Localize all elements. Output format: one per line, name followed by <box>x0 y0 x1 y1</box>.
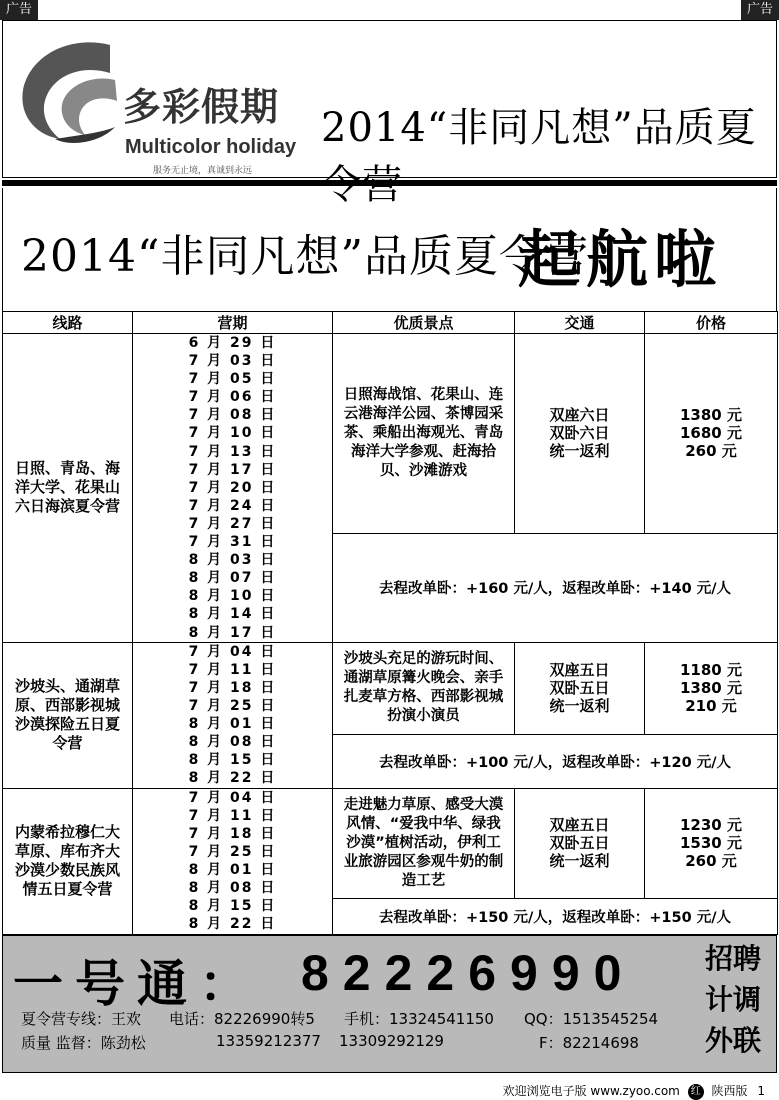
route-change-fee: 去程改单卧：+150 元/人，返程改单卧：+150 元/人 <box>333 898 778 934</box>
column-header-spots: 优质景点 <box>333 312 515 334</box>
camp-date: 7 月 20 日 <box>188 479 277 496</box>
column-header-price: 价格 <box>645 312 778 334</box>
page-number: 1 <box>757 1084 765 1098</box>
ad-label-left: 广告 <box>0 0 38 20</box>
edition-mark-icon: 红 <box>688 1084 704 1100</box>
camp-date: 8 月 15 日 <box>188 898 277 915</box>
camp-date: 7 月 24 日 <box>188 497 277 514</box>
camp-date: 8 月 01 日 <box>188 715 277 732</box>
route-change-fee: 去程改单卧：+160 元/人，返程改单卧：+140 元/人 <box>333 533 778 642</box>
camp-date: 7 月 08 日 <box>188 407 277 424</box>
camp-date: 7 月 10 日 <box>188 425 277 442</box>
camp-date: 7 月 04 日 <box>188 643 277 660</box>
page-footer <box>0 1078 779 1100</box>
hero-banner <box>2 188 777 311</box>
brand-logo-icon <box>15 35 125 147</box>
camp-date: 8 月 10 日 <box>188 588 277 605</box>
transport-option: 双卧五日 <box>549 679 610 698</box>
quality-contact-label: 质量 监督：陈劲松 <box>21 1034 146 1052</box>
header-banner <box>2 20 777 178</box>
table-row <box>3 788 778 898</box>
camp-date: 8 月 17 日 <box>188 624 277 641</box>
price-value: 260 元 <box>685 852 737 871</box>
transport-option: 统一返利 <box>549 697 610 716</box>
price-value: 1680 元 <box>680 424 742 443</box>
route-spots: 日照海战馆、花果山、连云港海洋公园、茶博园采茶、乘船出海观光、青岛海洋大学参观、赶海拾贝、沙滩游戏 <box>333 334 515 534</box>
table-row <box>3 642 778 734</box>
camp-date: 7 月 11 日 <box>188 661 277 678</box>
route-price <box>645 334 778 534</box>
route-spots: 沙坡头充足的游玩时间、通湖草原篝火晚会、亲手扎麦草方格、西部影视城扮演小演员 <box>333 642 515 734</box>
side-label-planning: 计调 <box>704 983 761 1016</box>
camp-date: 8 月 15 日 <box>188 752 277 769</box>
camp-date: 8 月 08 日 <box>188 880 277 897</box>
contact-footer <box>2 935 777 1073</box>
route-price <box>645 642 778 734</box>
hero-title: 2014“非同凡想”品质夏令营 <box>21 231 589 282</box>
camp-date: 7 月 18 日 <box>188 825 277 842</box>
transport-option: 双卧五日 <box>549 834 610 853</box>
camp-date: 8 月 14 日 <box>188 606 277 623</box>
transport-option: 双座六日 <box>549 406 610 425</box>
price-value: 260 元 <box>685 442 737 461</box>
camp-date: 7 月 17 日 <box>188 461 277 478</box>
side-label-recruit: 招聘 <box>704 942 761 975</box>
table-header-row <box>3 312 778 334</box>
website-text: 欢迎浏览电子版 www.zyoo.com <box>502 1084 680 1098</box>
side-labels <box>700 938 766 1061</box>
route-transport <box>515 788 645 898</box>
quality-phone-1: 13359212377 <box>216 1032 321 1050</box>
camp-mobile: 手机：13324541150 <box>344 1010 494 1028</box>
hero-tagline: 起航啦 <box>518 223 723 296</box>
route-name: 内蒙希拉穆仁大草原、库布齐大沙漠少数民族风情五日夏令营 <box>3 788 133 934</box>
column-header-transport: 交通 <box>515 312 645 334</box>
price-value: 1380 元 <box>680 679 742 698</box>
route-dates <box>133 642 333 788</box>
route-transport <box>515 642 645 734</box>
brand-name-en: Multicolor holiday <box>125 136 297 158</box>
route-price <box>645 788 778 898</box>
route-name: 日照、青岛、海洋大学、花果山六日海滨夏令营 <box>3 334 133 643</box>
route-transport <box>515 334 645 534</box>
camp-date: 8 月 03 日 <box>188 552 277 569</box>
transport-option: 双座五日 <box>549 816 610 835</box>
camp-date: 7 月 03 日 <box>188 353 277 370</box>
route-spots: 走进魅力草原、感受大漠风情、“爱我中华、绿我沙漠”植树活动，伊利工业旅游园区参观牛奶的制造工艺 <box>333 788 515 898</box>
hotline-colon: ： <box>199 955 261 1013</box>
edition-label: 陕西版 <box>711 1084 748 1098</box>
quality-fax: F：82214698 <box>539 1034 639 1052</box>
price-value: 1530 元 <box>680 834 742 853</box>
table-row <box>3 334 778 534</box>
camp-date: 7 月 25 日 <box>188 697 277 714</box>
route-dates <box>133 788 333 934</box>
camp-date: 8 月 22 日 <box>188 916 277 933</box>
brand-name-cn: 多彩假期 <box>123 85 280 129</box>
quality-phone-2: 13309292129 <box>339 1032 444 1050</box>
camp-date: 7 月 05 日 <box>188 371 277 388</box>
camp-qq: QQ：1513545254 <box>524 1010 659 1028</box>
transport-option: 统一返利 <box>549 442 610 461</box>
camp-date: 7 月 11 日 <box>188 807 277 824</box>
hotline-label <box>13 944 261 1016</box>
camp-date: 6 月 29 日 <box>188 335 277 351</box>
ad-label-right: 广告 <box>741 0 779 20</box>
price-value: 1380 元 <box>680 406 742 425</box>
routes-table <box>2 311 778 935</box>
camp-date: 7 月 13 日 <box>188 443 277 460</box>
hotline-label-text: 一号通 <box>13 955 199 1013</box>
camp-date: 8 月 08 日 <box>188 734 277 751</box>
camp-date: 8 月 07 日 <box>188 570 277 587</box>
side-label-liaison: 外联 <box>704 1024 761 1057</box>
camp-date: 7 月 04 日 <box>188 789 277 806</box>
camp-phone: 电话：82226990转5 <box>169 1010 315 1028</box>
price-value: 1230 元 <box>680 816 742 835</box>
camp-date: 7 月 18 日 <box>188 679 277 696</box>
transport-option: 双卧六日 <box>549 424 610 443</box>
camp-date: 8 月 22 日 <box>188 770 277 787</box>
transport-option: 统一返利 <box>549 852 610 871</box>
header-title: 2014“非同凡想”品质夏 <box>321 105 757 151</box>
camp-date: 7 月 31 日 <box>188 534 277 551</box>
route-change-fee: 去程改单卧：+100 元/人，返程改单卧：+120 元/人 <box>333 734 778 788</box>
route-name: 沙坡头、通湖草原、西部影视城沙漠探险五日夏令营 <box>3 642 133 788</box>
price-value: 210 元 <box>685 697 737 716</box>
camp-date: 7 月 06 日 <box>188 389 277 406</box>
camp-contact-label: 夏令营专线：王欢 <box>21 1010 142 1028</box>
camp-date: 7 月 27 日 <box>188 515 277 532</box>
hotline-number: 82226990 <box>301 945 636 1001</box>
camp-date: 7 月 25 日 <box>188 843 277 860</box>
price-value: 1180 元 <box>680 661 742 680</box>
column-header-route: 线路 <box>3 312 133 334</box>
route-dates <box>133 334 333 643</box>
column-header-dates: 营期 <box>133 312 333 334</box>
brand-slogan: 服务无止境，真诚到永远 <box>153 166 253 176</box>
transport-option: 双座五日 <box>549 661 610 680</box>
camp-date: 8 月 01 日 <box>188 861 277 878</box>
separator-bar <box>2 180 777 186</box>
